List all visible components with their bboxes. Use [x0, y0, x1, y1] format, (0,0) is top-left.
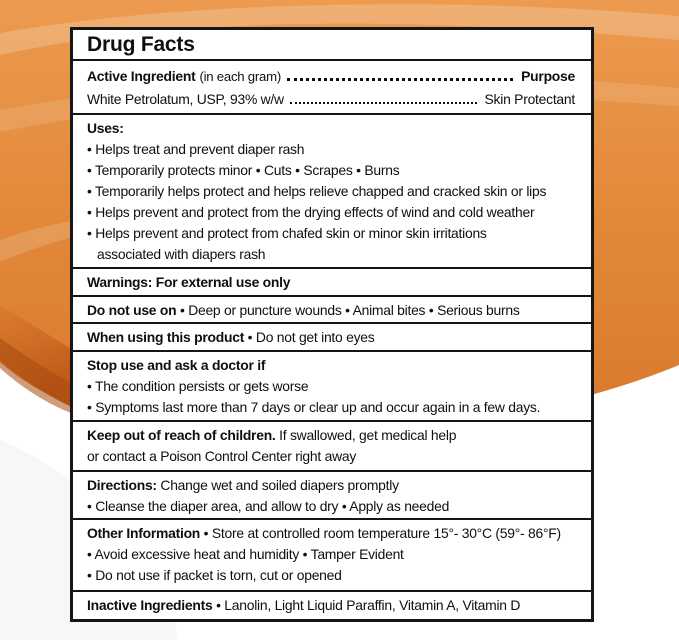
keep-out-text-line2: or contact a Poison Control Center right away [87, 448, 357, 464]
section-stop-use [73, 350, 591, 420]
active-ingredient-unit: (in each gram) [199, 69, 281, 84]
warnings-text: For external use only [152, 274, 291, 290]
section-inactive-ingredients [73, 590, 591, 619]
ingredient-value-row [87, 88, 575, 111]
uses-item: • Helps treat and prevent diaper rash [87, 141, 305, 157]
stop-use-item: • Symptoms last more than 7 days or clear up and occur again in a few days. [87, 399, 541, 415]
other-info-item: • Do not use if packet is torn, cut or opened [87, 567, 342, 583]
uses-item: • Helps prevent and protect from chafed skin or minor skin irritations [87, 225, 487, 241]
section-warnings [73, 267, 591, 295]
drug-facts-label [70, 27, 594, 622]
section-other-information [73, 518, 591, 590]
dot-leader [290, 102, 477, 104]
keep-out-text: If swallowed, get medical help [275, 427, 457, 443]
warnings-heading: Warnings: [87, 274, 153, 290]
section-do-not-use [73, 295, 591, 322]
inactive-text: • Lanolin, Light Liquid Paraffin, Vitamin A, Vitamin D [212, 597, 521, 613]
section-when-using [73, 322, 591, 350]
section-active-ingredient [73, 59, 591, 113]
purpose-value: Skin Protectant [484, 91, 575, 107]
directions-heading: Directions: [87, 477, 157, 493]
label-header [73, 30, 591, 59]
uses-item: • Temporarily helps protect and helps relieve chapped and cracked skin or lips [87, 183, 547, 199]
inactive-heading: Inactive Ingredients [87, 597, 213, 613]
dot-leader [287, 78, 513, 81]
do-not-use-text: • Deep or puncture wounds • Animal bites • Serious burns [176, 302, 520, 318]
stop-use-item: • The condition persists or gets worse [87, 378, 309, 394]
ingredient-name: White Petrolatum, USP, 93% w/w [87, 91, 284, 107]
other-info-text: • Store at controlled room temperature 15°- 30°C (59°- 86°F) [200, 525, 561, 541]
stop-use-heading: Stop use and ask a doctor if [87, 357, 266, 373]
directions-text: Change wet and soiled diapers promptly [156, 477, 399, 493]
uses-heading: Uses: [87, 120, 124, 136]
label-title: Drug Facts [87, 33, 195, 56]
section-directions [73, 470, 591, 518]
purpose-heading: Purpose [521, 68, 575, 84]
uses-item-continuation: associated with diapers rash [97, 246, 266, 262]
section-uses [73, 113, 591, 267]
when-using-text: • Do not get into eyes [244, 329, 375, 345]
uses-item: • Temporarily protects minor • Cuts • Scrapes • Burns [87, 162, 400, 178]
active-ingredient-heading: Active Ingredient [87, 68, 196, 84]
section-keep-out-of-reach [73, 420, 591, 470]
uses-item: • Helps prevent and protect from the drying effects of wind and cold weather [87, 204, 535, 220]
active-ingredient-row [87, 65, 575, 88]
other-info-heading: Other Information [87, 525, 201, 541]
when-using-heading: When using this product [87, 329, 245, 345]
keep-out-heading: Keep out of reach of children. [87, 427, 276, 443]
other-info-item: • Avoid excessive heat and humidity • Tamper Evident [87, 546, 404, 562]
do-not-use-heading: Do not use on [87, 302, 177, 318]
directions-item: • Cleanse the diaper area, and allow to dry • Apply as needed [87, 498, 450, 514]
